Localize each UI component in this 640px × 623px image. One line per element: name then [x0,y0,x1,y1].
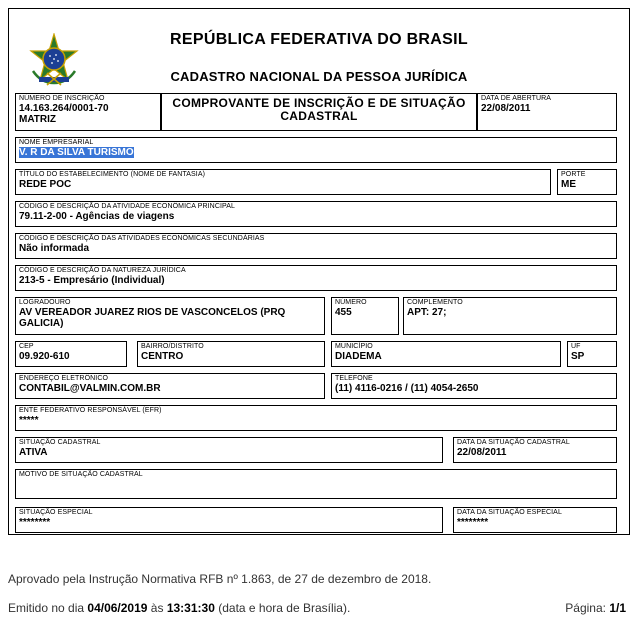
status-date-label: DATA DA SITUAÇÃO CADASTRAL [457,439,570,446]
issued-suffix: (data e hora de Brasília). [218,601,351,615]
district: CENTRO [141,351,184,362]
status-label: SITUAÇÃO CADASTRAL [19,439,101,446]
company-name[interactable]: V. R DA SILVA TURISMO [19,147,134,158]
opening-date: 22/08/2011 [481,103,531,114]
status: ATIVA [19,447,48,458]
status-box [15,437,443,463]
number-label: NÚMERO [335,299,367,306]
brazil-coat-of-arms-icon [27,33,81,87]
district-box [137,341,325,367]
street-box [15,297,325,335]
status-date: 22/08/2011 [457,447,507,458]
cep-box [15,341,127,367]
special-status: ******** [19,517,51,528]
size-label: PORTE [561,171,586,178]
complement-label: COMPLEMENTO [407,299,463,306]
phone: (11) 4116-0216 / (11) 4054-2650 [335,383,479,394]
number: 455 [335,307,352,318]
complement: APT: 27; [407,307,447,318]
trade-name: REDE POC [19,179,72,190]
opening-date-box [477,93,617,131]
secondary-activities: Não informada [19,243,90,254]
comprovante-title: COMPROVANTE DE INSCRIÇÃO E DE SITUAÇÃO CADASTRAL [161,93,477,131]
secondary-activities-label: CÓDIGO E DESCRIÇÃO DAS ATIVIDADES ECONÔMICAS SECUNDÁRIAS [19,235,265,242]
trade-name-label: TÍTULO DO ESTABELECIMENTO (NOME DE FANTASIA) [19,171,206,178]
status-date-box [453,437,617,463]
issued-date: 04/06/2019 [87,601,148,615]
complement-box [403,297,617,335]
issued-time: 13:31:30 [166,601,215,615]
special-status-date-box [453,507,617,533]
registration-number-box [15,93,161,131]
email-label: ENDEREÇO ELETRÔNICO [19,375,109,382]
legal-nature-label: CÓDIGO E DESCRIÇÃO DA NATUREZA JURÍDICA [19,267,186,274]
trade-name-box [15,169,551,195]
header-title: REPÚBLICA FEDERATIVA DO BRASIL [170,31,468,48]
issued-note [8,601,350,615]
email-box [15,373,325,399]
efr-box [15,405,617,431]
page-indicator [565,601,626,615]
opening-date-label: DATA DE ABERTURA [481,95,552,102]
number-box [331,297,399,335]
status-reason-label: MOTIVO DE SITUAÇÃO CADASTRAL [19,471,143,478]
company-name-label: NOME EMPRESARIAL [19,139,94,146]
secondary-activities-box [15,233,617,259]
status-reason-box [15,469,617,499]
size-box [557,169,617,195]
efr-label: ENTE FEDERATIVO RESPONSÁVEL (EFR) [19,407,162,414]
main-activity: 79.11-2-00 - Agências de viagens [19,211,175,222]
special-status-date: ******** [457,517,489,528]
legal-nature: 213-5 - Empresário (Individual) [19,275,165,286]
street-label: LOGRADOURO [19,299,71,306]
cep: 09.920-610 [19,351,70,362]
email: CONTABIL@VALMIN.COM.BR [19,383,161,394]
size: ME [561,179,576,190]
special-status-date-label: DATA DA SITUAÇÃO ESPECIAL [457,509,562,516]
phone-label: TELEFONE [335,375,373,382]
registration-number-label: NÚMERO DE INSCRIÇÃO [19,95,105,102]
registration-type: MATRIZ [19,114,57,125]
city-label: MUNICÍPIO [335,343,373,350]
cnpj-certificate [8,8,630,535]
street-line1: AV VEREADOR JUAREZ RIOS DE VASCONCELOS (PRQ [19,307,286,318]
page-label: Página: [565,601,606,615]
special-status-box [15,507,443,533]
legal-nature-box [15,265,617,291]
issued-prefix: Emitido no dia [8,601,85,615]
approval-note: Aprovado pela Instrução Normativa RFB nº 1.863, de 27 de dezembro de 2018. [8,572,432,586]
main-activity-label: CÓDIGO E DESCRIÇÃO DA ATIVIDADE ECONÔMICA PRINCIPAL [19,203,236,210]
uf: SP [571,351,585,362]
issued-mid: às [150,601,164,615]
uf-box [567,341,617,367]
company-name-box [15,137,617,163]
header-subtitle: CADASTRO NACIONAL DA PESSOA JURÍDICA [170,69,468,84]
cep-label: CEP [19,343,34,350]
phone-box [331,373,617,399]
city-box [331,341,561,367]
special-status-label: SITUAÇÃO ESPECIAL [19,509,93,516]
street-line2: GALICIA) [19,318,64,329]
district-label: BAIRRO/DISTRITO [141,343,204,350]
efr: ***** [19,415,39,426]
registration-number: 14.163.264/0001-70 [19,103,109,114]
main-activity-box [15,201,617,227]
uf-label: UF [571,343,581,350]
city: DIADEMA [335,351,382,362]
page-value: 1/1 [609,601,626,615]
